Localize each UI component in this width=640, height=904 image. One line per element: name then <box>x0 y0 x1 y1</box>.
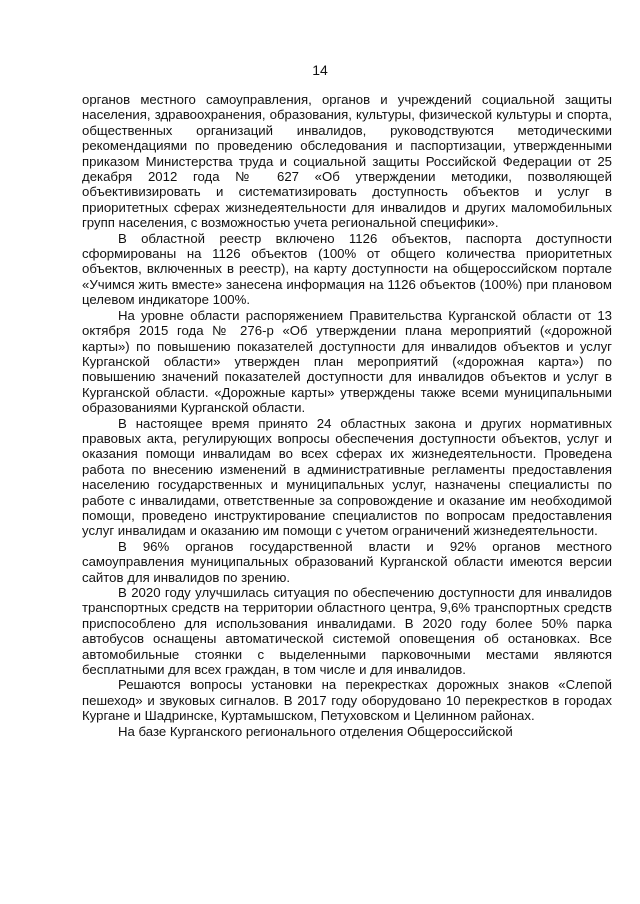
paragraph-8: На базе Курганского регионального отделения Общероссийской <box>118 723 513 739</box>
document-body <box>82 92 612 739</box>
paragraph-7: Решаются вопросы установки на перекрестках дорожных знаков «Слепой пешеход» и звуковых сигналов. В 2017 году оборудовано 10 перекрестков в городах Кургане и Шадринске, Куртамышском, Петуховском и Целинном районах. <box>82 677 612 724</box>
paragraph-2: В областной реестр включено 1126 объектов, паспорта доступности сформированы на 1126 объектов (100% от общего количества приоритетных объектов, включенных в реестр), на карту доступности на общероссийском портале «Учимся жить вместе» занесена информация на 1126 объектов (100%) при плановом целевом индикаторе 100%. <box>82 230 612 308</box>
paragraph-5: В 96% органов государственной власти и 92% органов местного самоуправления муниципальных образований Курганской области имеются версии сайтов для инвалидов по зрению. <box>82 538 612 585</box>
page-number: 14 <box>312 62 328 78</box>
paragraph-1: органов местного самоуправления, органов и учреждений социальной защиты населения, здравоохранения, образования, культуры, физической культуры и спорта, общественных организаций инвалидов, руководствуются методическими рекомендациями по проведению обследования и паспортизации, утвержденными приказом Министерства труда и социальной защиты Российской Федерации от 25 декабря 2012 года № 627 «Об утверждении методики, позволяющей объективизировать и систематизировать доступность объектов и услуг в приоритетных сферах жизнедеятельности для инвалидов и других маломобильных групп населения, с возможностью учета региональной специфики». <box>82 92 612 231</box>
paragraph-4: В настоящее время принято 24 областных закона и других нормативных правовых акта, регулирующих вопросы обеспечения доступности объектов, услуг и оказания помощи инвалидам во всех сферах их жизнедеятельности. Проведена работа по внесению изменений в административные регламенты предоставления населению государственных и муниципальных услуг, назначены специалисты по работе с инвалидами, ответственные за сопровождение и оказание им необходимой помощи, проведено инструктирование специалистов по вопросам предоставления услуг инвалидам и оказанию им помощи с учетом ограничений жизнедеятельности. <box>82 415 612 539</box>
paragraph-6: В 2020 году улучшилась ситуация по обеспечению доступности для инвалидов транспортных средств на территории областного центра, 9,6% транспортных средств приспособлено для использования инвалидами. В 2020 году более 50% парка автобусов оснащены автоматической системой оповещения об остановках. Все автомобильные стоянки с выделенными парковочными местами являются бесплатными для всех граждан, в том числе и для инвалидов. <box>82 585 612 678</box>
paragraph-3: На уровне области распоряжением Правительства Курганской области от 13 октября 2015 года № 276-р «Об утверждении плана мероприятий («дорожной карты») по повышению показателей доступности для инвалидов объектов и услуг Курганской области» утвержден план мероприятий («дорожная карта») по повышению значений показателей доступности для инвалидов объектов и услуг в Курганской области. «Дорожные карты» утверждены также всеми муниципальными образованиями Курганской области. <box>82 307 612 416</box>
